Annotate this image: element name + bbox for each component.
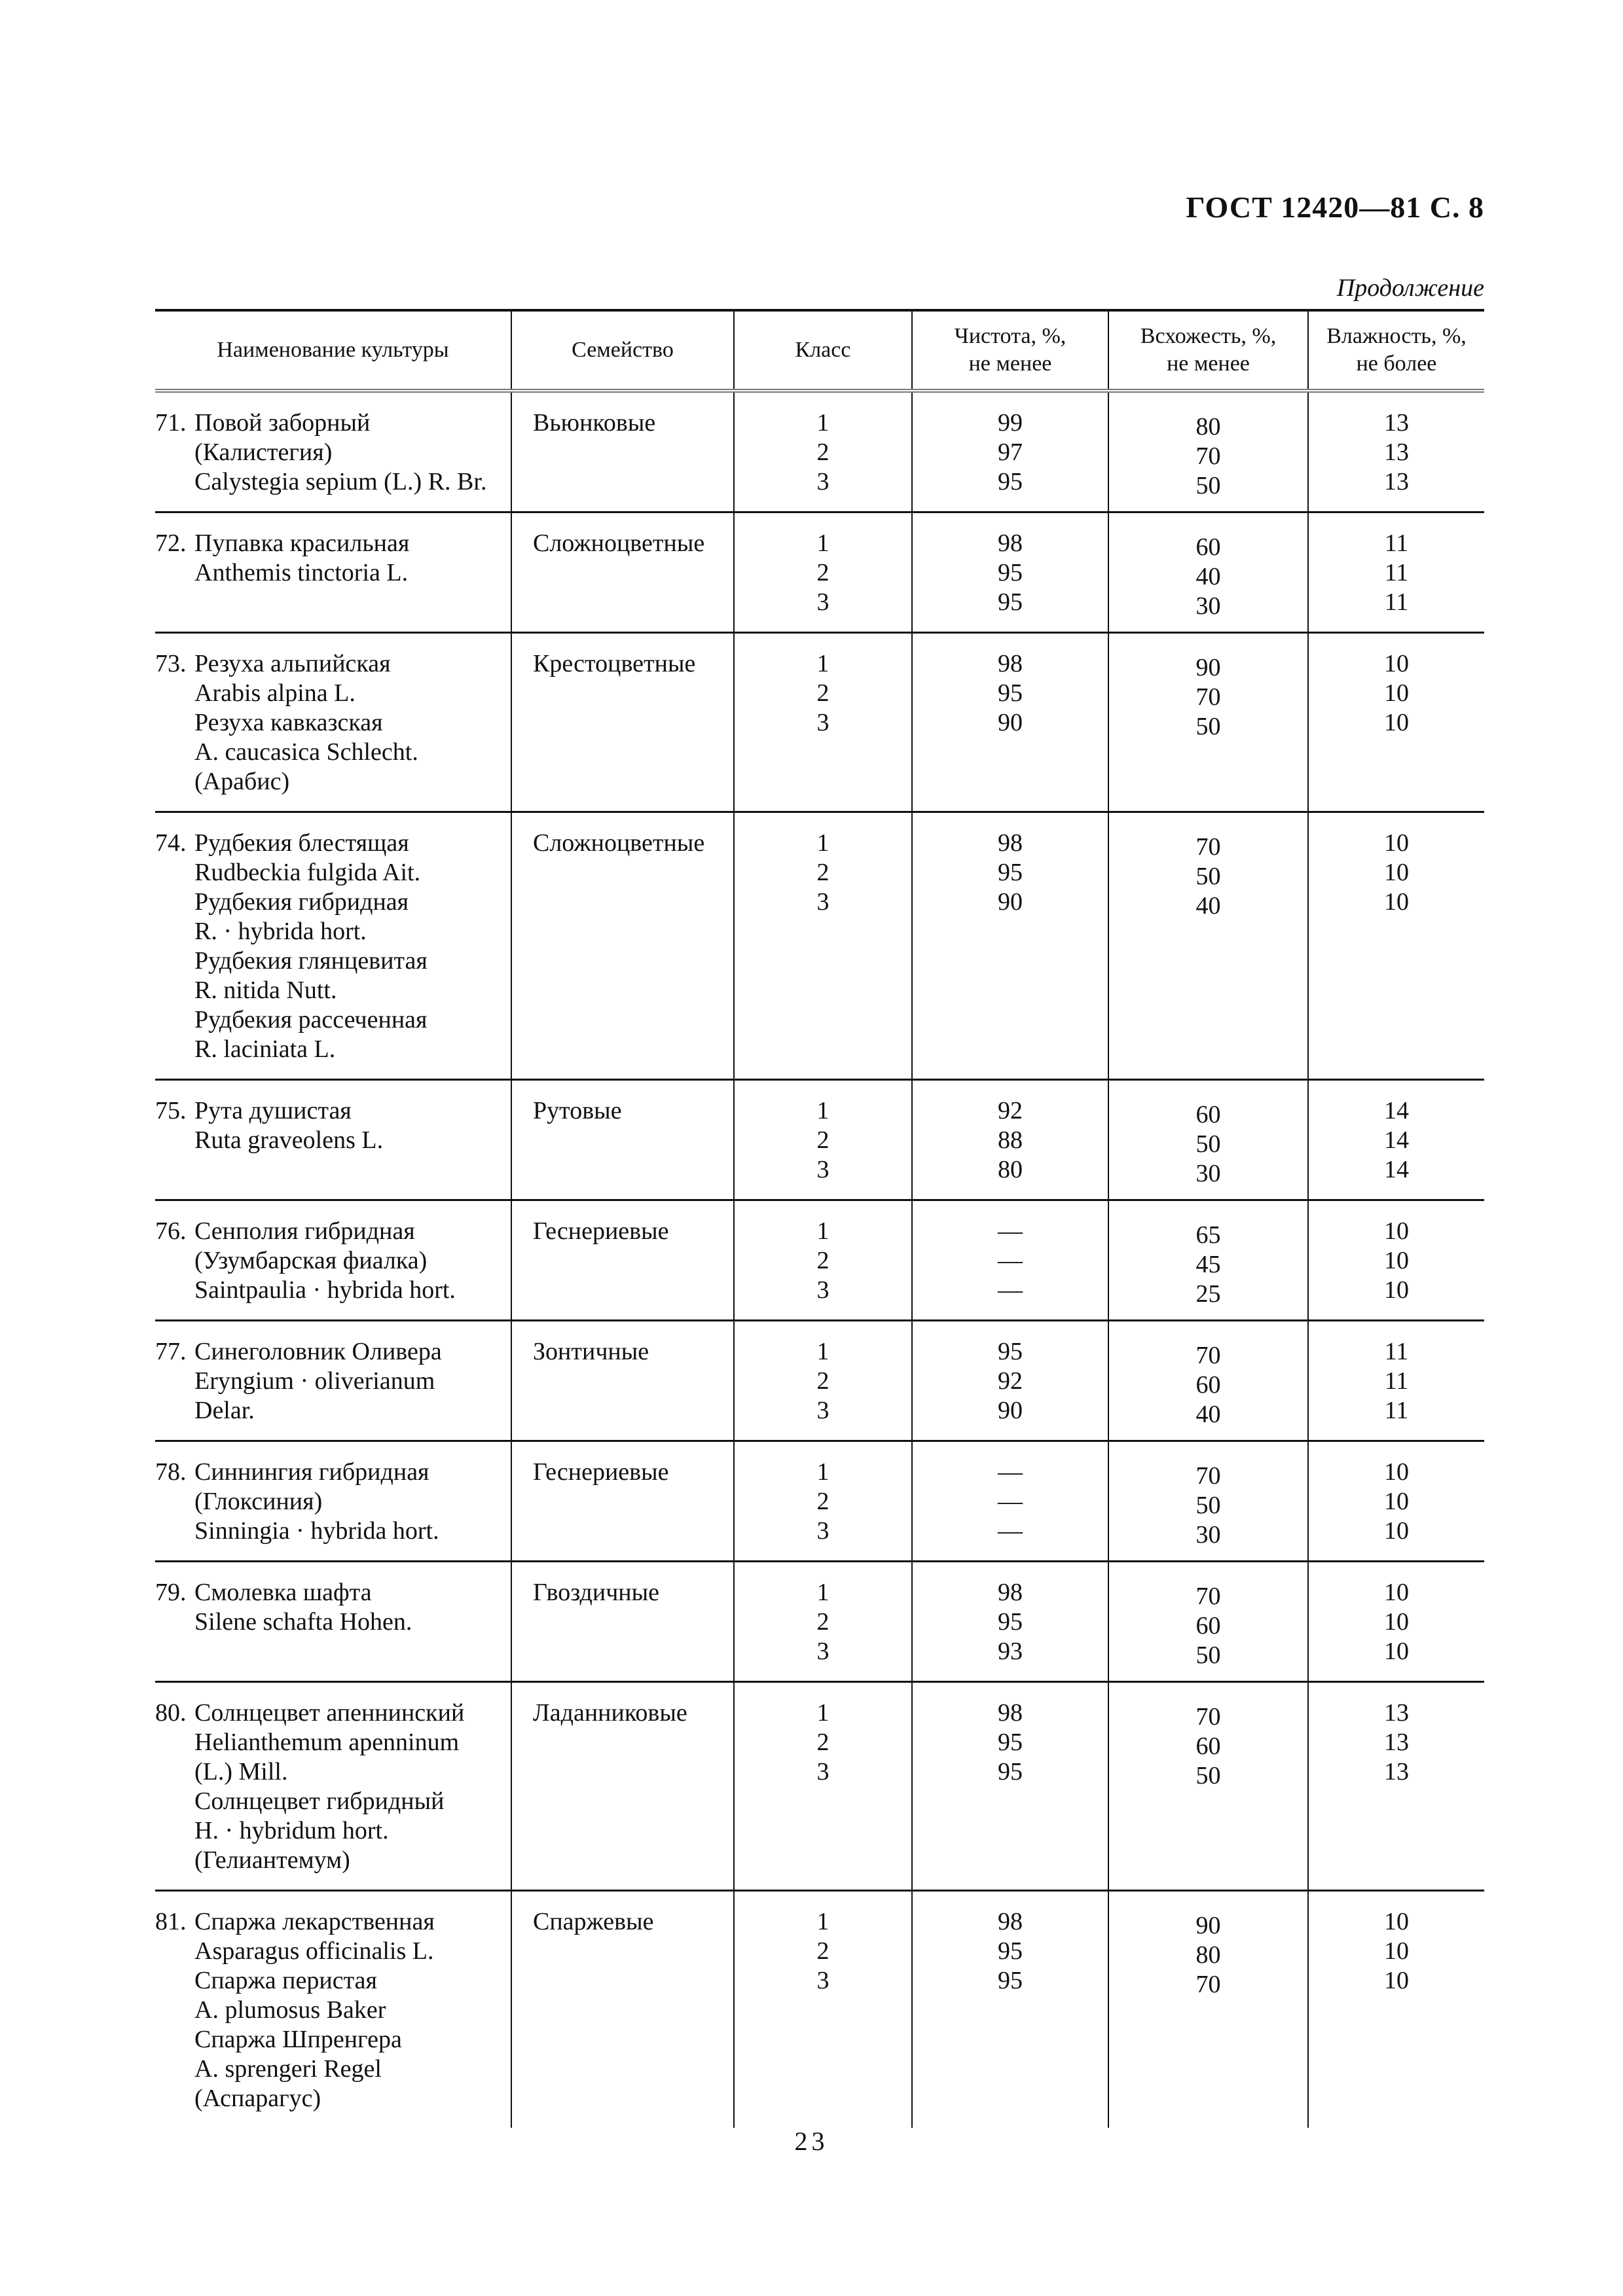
crop-name-line: Asparagus officinalis L. xyxy=(194,1937,434,1965)
crop-name-text: Синнингия гибридная xyxy=(194,1458,429,1486)
crop-name-line: A. sprengeri Regel xyxy=(194,2055,382,2083)
class-value: 1 xyxy=(816,1579,830,1606)
table-row xyxy=(155,1683,1484,1892)
germination-value: 30 xyxy=(1195,592,1221,620)
germination-cell xyxy=(1108,1201,1307,1319)
germination-value: 50 xyxy=(1195,713,1221,740)
purity-value: 95 xyxy=(998,559,1023,586)
purity-cell xyxy=(911,1081,1108,1199)
moisture-cell xyxy=(1307,393,1484,511)
class-value: 2 xyxy=(816,1488,830,1515)
class-cell xyxy=(733,1562,911,1681)
class-value: 1 xyxy=(816,1217,830,1245)
purity-value: 95 xyxy=(998,1608,1023,1636)
purity-value: 80 xyxy=(998,1156,1023,1183)
moisture-value: 10 xyxy=(1384,1638,1409,1665)
table-row xyxy=(155,813,1484,1081)
germination-cell xyxy=(1108,1081,1307,1199)
crop-name-line: (Арабис) xyxy=(194,768,290,795)
crop-name-cell xyxy=(155,1562,511,1681)
crop-name-text: Солнцецвет апеннинский xyxy=(194,1699,465,1727)
moisture-value: 10 xyxy=(1384,1608,1409,1636)
crop-name-text: Повой заборный xyxy=(194,409,371,437)
moisture-value: 13 xyxy=(1384,1729,1409,1756)
purity-value: 90 xyxy=(998,709,1023,736)
purity-value: 98 xyxy=(998,1579,1023,1606)
purity-value: 95 xyxy=(998,1758,1023,1785)
moisture-cell xyxy=(1307,1562,1484,1681)
class-value: 1 xyxy=(816,1458,830,1486)
moisture-value: 10 xyxy=(1384,1276,1409,1304)
moisture-value: 13 xyxy=(1384,1699,1409,1727)
crop-name-cell xyxy=(155,1081,511,1199)
class-value: 2 xyxy=(816,559,830,586)
moisture-value: 10 xyxy=(1384,888,1409,916)
seed-quality-table xyxy=(155,309,1484,2128)
class-cell xyxy=(733,1321,911,1440)
row-number: 80. xyxy=(155,1699,187,1727)
row-number: 74. xyxy=(155,829,187,857)
class-cell xyxy=(733,1683,911,1890)
germination-value: 70 xyxy=(1195,1342,1221,1369)
crop-name-line: A. plumosus Baker xyxy=(194,1996,386,2024)
column-header-crop: Наименование культуры xyxy=(217,338,449,362)
crop-name xyxy=(155,649,511,679)
moisture-value: 14 xyxy=(1384,1156,1409,1183)
germination-value: 60 xyxy=(1195,533,1221,561)
class-value: 1 xyxy=(816,1699,830,1727)
table-row xyxy=(155,1201,1484,1321)
column-header-purity: Чистота, %, не менее xyxy=(911,312,1108,389)
crop-name xyxy=(155,1217,511,1246)
moisture-cell xyxy=(1307,1892,1484,2128)
purity-cell xyxy=(911,513,1108,632)
germination-value: 25 xyxy=(1195,1280,1221,1308)
crop-name xyxy=(155,1096,511,1126)
continuation-label: Продолжение xyxy=(1336,274,1484,302)
germination-cell xyxy=(1108,813,1307,1079)
purity-value: 95 xyxy=(998,468,1023,495)
purity-value: 98 xyxy=(998,829,1023,857)
crop-name-cell xyxy=(155,1892,511,2128)
crop-name-line: (Гелиантемум) xyxy=(194,1846,350,1874)
moisture-value: 10 xyxy=(1384,1458,1409,1486)
purity-value: 98 xyxy=(998,1699,1023,1727)
page-number: 23 xyxy=(794,2126,829,2156)
crop-name-line: (Аспарагус) xyxy=(194,2085,321,2112)
moisture-cell xyxy=(1307,1081,1484,1199)
crop-name-text: Синеголовник Оливера xyxy=(194,1338,442,1365)
table-body xyxy=(155,393,1484,2128)
germination-value: 60 xyxy=(1195,1101,1221,1128)
purity-cell xyxy=(911,1321,1108,1440)
moisture-cell xyxy=(1307,1683,1484,1890)
crop-name xyxy=(155,1907,511,1937)
moisture-cell xyxy=(1307,1201,1484,1319)
class-cell xyxy=(733,1201,911,1319)
class-value: 2 xyxy=(816,439,830,466)
purity-cell xyxy=(911,393,1108,511)
family-cell: Геснериевые xyxy=(511,1442,733,1560)
crop-name-line: Рудбекия гибридная xyxy=(194,888,409,916)
crop-name-text: Пупавка красильная xyxy=(194,529,410,557)
germination-value: 50 xyxy=(1195,1130,1221,1158)
crop-name-cell xyxy=(155,813,511,1079)
class-value: 2 xyxy=(816,1608,830,1636)
crop-name-line: R. laciniata L. xyxy=(194,1035,336,1063)
moisture-value: 10 xyxy=(1384,650,1409,677)
purity-cell xyxy=(911,1562,1108,1681)
crop-name xyxy=(155,1578,511,1607)
crop-name-line: Silene schafta Hohen. xyxy=(194,1608,412,1636)
crop-name-line: A. caucasica Schlecht. xyxy=(194,738,418,766)
moisture-value: 11 xyxy=(1384,1397,1409,1424)
purity-value: 98 xyxy=(998,1908,1023,1935)
crop-name-line: Спаржа Шпренгера xyxy=(194,2026,402,2053)
germination-value: 50 xyxy=(1195,472,1221,499)
purity-value: 95 xyxy=(998,588,1023,616)
crop-name-line: Sinningia · hybrida hort. xyxy=(194,1517,439,1545)
moisture-value: 10 xyxy=(1384,1937,1409,1965)
class-cell xyxy=(733,634,911,811)
moisture-value: 13 xyxy=(1384,1758,1409,1785)
germination-value: 40 xyxy=(1195,892,1221,920)
crop-name-line: (Глоксиния) xyxy=(194,1488,323,1515)
family-cell: Ладанниковые xyxy=(511,1683,733,1890)
germination-value: 70 xyxy=(1195,1583,1221,1610)
class-value: 1 xyxy=(816,829,830,857)
moisture-value: 14 xyxy=(1384,1126,1409,1154)
crop-name-line: Rudbeckia fulgida Ait. xyxy=(194,859,421,886)
class-value: 3 xyxy=(816,1758,830,1785)
row-number: 77. xyxy=(155,1338,187,1365)
germination-value: 50 xyxy=(1195,863,1221,890)
table-row xyxy=(155,513,1484,634)
crop-name-cell xyxy=(155,1683,511,1890)
crop-name-line: Рудбекия глянцевитая xyxy=(194,947,428,975)
class-value: 1 xyxy=(816,650,830,677)
purity-value: 88 xyxy=(998,1126,1023,1154)
moisture-value: 10 xyxy=(1384,1488,1409,1515)
class-value: 3 xyxy=(816,888,830,916)
class-value: 3 xyxy=(816,468,830,495)
purity-value: 93 xyxy=(998,1638,1023,1665)
crop-name-text: Смолевка шафта xyxy=(194,1579,372,1606)
family-cell: Гвоздичные xyxy=(511,1562,733,1681)
table-row xyxy=(155,1442,1484,1562)
purity-value: 97 xyxy=(998,439,1023,466)
moisture-value: 10 xyxy=(1384,1908,1409,1935)
class-value: 2 xyxy=(816,679,830,707)
crop-name-line: Arabis alpina L. xyxy=(194,679,356,707)
family-cell: Зонтичные xyxy=(511,1321,733,1440)
purity-value: 99 xyxy=(998,409,1023,437)
table-row xyxy=(155,634,1484,813)
purity-value: — xyxy=(998,1276,1023,1304)
germination-value: 90 xyxy=(1195,1912,1221,1939)
moisture-cell xyxy=(1307,1442,1484,1560)
crop-name-cell xyxy=(155,634,511,811)
crop-name-line: R. nitida Nutt. xyxy=(194,977,337,1004)
crop-name xyxy=(155,1458,511,1487)
purity-cell xyxy=(911,1201,1108,1319)
crop-name-line: Eryngium · oliverianum xyxy=(194,1367,435,1395)
family-cell: Крестоцветные xyxy=(511,634,733,811)
class-value: 3 xyxy=(816,1156,830,1183)
moisture-value: 11 xyxy=(1384,529,1409,557)
crop-name-cell xyxy=(155,1321,511,1440)
moisture-cell xyxy=(1307,513,1484,632)
class-value: 1 xyxy=(816,1097,830,1124)
germination-cell xyxy=(1108,1683,1307,1890)
class-value: 3 xyxy=(816,1638,830,1665)
purity-value: 90 xyxy=(998,888,1023,916)
moisture-value: 11 xyxy=(1384,559,1409,586)
crop-name-line: Резуха кавказская xyxy=(194,709,383,736)
purity-value: — xyxy=(998,1458,1023,1486)
germination-cell xyxy=(1108,634,1307,811)
crop-name-line: R. · hybrida hort. xyxy=(194,918,367,945)
germination-value: 70 xyxy=(1195,833,1221,861)
purity-cell xyxy=(911,1683,1108,1890)
germination-cell xyxy=(1108,1442,1307,1560)
crop-name-line: (Калистегия) xyxy=(194,439,333,466)
class-value: 2 xyxy=(816,1126,830,1154)
table-row xyxy=(155,1321,1484,1442)
class-value: 3 xyxy=(816,1967,830,1994)
row-number: 76. xyxy=(155,1217,187,1245)
crop-name-line: Anthemis tinctoria L. xyxy=(194,559,409,586)
moisture-cell xyxy=(1307,634,1484,811)
class-value: 3 xyxy=(816,1517,830,1545)
moisture-value: 10 xyxy=(1384,829,1409,857)
family-cell: Сложноцветные xyxy=(511,513,733,632)
row-number: 79. xyxy=(155,1579,187,1606)
purity-value: — xyxy=(998,1488,1023,1515)
crop-name-line: Солнцецвет гибридный xyxy=(194,1787,445,1815)
crop-name-cell xyxy=(155,393,511,511)
germination-value: 40 xyxy=(1195,563,1221,590)
purity-value: 92 xyxy=(998,1097,1023,1124)
crop-name-text: Рудбекия блестящая xyxy=(194,829,409,857)
germination-value: 65 xyxy=(1195,1221,1221,1249)
family-cell: Рутовые xyxy=(511,1081,733,1199)
germination-cell xyxy=(1108,393,1307,511)
purity-value: 95 xyxy=(998,1729,1023,1756)
class-cell xyxy=(733,1892,911,2128)
germination-value: 60 xyxy=(1195,1732,1221,1760)
crop-name-line: Рудбекия рассеченная xyxy=(194,1006,428,1033)
row-number: 72. xyxy=(155,529,187,557)
class-value: 2 xyxy=(816,1937,830,1965)
class-value: 2 xyxy=(816,1367,830,1395)
column-header-class: Класс xyxy=(733,312,911,389)
germination-value: 60 xyxy=(1195,1612,1221,1640)
moisture-cell xyxy=(1307,813,1484,1079)
crop-name xyxy=(155,529,511,558)
column-header-moisture: Влажность, %, не более xyxy=(1307,312,1484,389)
crop-name-line: (Узумбарская фиалка) xyxy=(194,1247,428,1274)
crop-name-line: Saintpaulia · hybrida hort. xyxy=(194,1276,456,1304)
moisture-cell xyxy=(1307,1321,1484,1440)
germination-value: 60 xyxy=(1195,1371,1221,1399)
row-number: 78. xyxy=(155,1458,187,1486)
moisture-value: 10 xyxy=(1384,1247,1409,1274)
crop-name-text: Рута душистая xyxy=(194,1097,352,1124)
purity-value: 95 xyxy=(998,859,1023,886)
moisture-value: 10 xyxy=(1384,859,1409,886)
germination-value: 70 xyxy=(1195,1462,1221,1490)
row-number: 81. xyxy=(155,1908,187,1935)
row-number: 75. xyxy=(155,1097,187,1124)
moisture-value: 10 xyxy=(1384,1579,1409,1606)
purity-cell xyxy=(911,1892,1108,2128)
germination-value: 70 xyxy=(1195,442,1221,470)
crop-name-cell xyxy=(155,1201,511,1319)
moisture-value: 10 xyxy=(1384,1967,1409,1994)
table-row xyxy=(155,1562,1484,1683)
crop-name xyxy=(155,1698,511,1728)
family-cell: Геснериевые xyxy=(511,1201,733,1319)
germination-cell xyxy=(1108,1321,1307,1440)
moisture-value: 11 xyxy=(1384,588,1409,616)
class-value: 2 xyxy=(816,859,830,886)
purity-value: 95 xyxy=(998,679,1023,707)
purity-cell xyxy=(911,813,1108,1079)
germination-value: 80 xyxy=(1195,413,1221,440)
germination-value: 70 xyxy=(1195,683,1221,711)
row-number: 73. xyxy=(155,650,187,677)
class-value: 1 xyxy=(816,529,830,557)
germination-value: 50 xyxy=(1195,1641,1221,1669)
class-cell xyxy=(733,1442,911,1560)
family-cell: Вьюнковые xyxy=(511,393,733,511)
table-row xyxy=(155,1892,1484,2128)
purity-value: 98 xyxy=(998,529,1023,557)
crop-name-line: Спаржа перистая xyxy=(194,1967,377,1994)
class-cell xyxy=(733,393,911,511)
moisture-value: 13 xyxy=(1384,468,1409,495)
column-header-germination: Всхожесть, %, не менее xyxy=(1108,312,1307,389)
row-number: 71. xyxy=(155,409,187,437)
germination-value: 50 xyxy=(1195,1762,1221,1789)
crop-name-cell xyxy=(155,1442,511,1560)
purity-value: 95 xyxy=(998,1937,1023,1965)
purity-value: 92 xyxy=(998,1367,1023,1395)
class-value: 3 xyxy=(816,1397,830,1424)
table-row xyxy=(155,393,1484,513)
purity-value: 95 xyxy=(998,1338,1023,1365)
class-value: 2 xyxy=(816,1729,830,1756)
moisture-value: 14 xyxy=(1384,1097,1409,1124)
class-value: 1 xyxy=(816,1908,830,1935)
crop-name-cell xyxy=(155,513,511,632)
purity-value: — xyxy=(998,1517,1023,1545)
table-row xyxy=(155,1081,1484,1201)
germination-value: 70 xyxy=(1195,1971,1221,1998)
class-value: 2 xyxy=(816,1247,830,1274)
purity-value: — xyxy=(998,1217,1023,1245)
germination-cell xyxy=(1108,1892,1307,2128)
class-cell xyxy=(733,513,911,632)
purity-cell xyxy=(911,634,1108,811)
germination-value: 40 xyxy=(1195,1401,1221,1428)
crop-name-text: Резуха альпийская xyxy=(194,650,391,677)
germination-value: 30 xyxy=(1195,1521,1221,1549)
purity-value: 90 xyxy=(998,1397,1023,1424)
moisture-value: 11 xyxy=(1384,1338,1409,1365)
moisture-value: 10 xyxy=(1384,679,1409,707)
class-value: 3 xyxy=(816,1276,830,1304)
purity-value: 98 xyxy=(998,650,1023,677)
germination-cell xyxy=(1108,513,1307,632)
germination-value: 30 xyxy=(1195,1160,1221,1187)
germination-value: 90 xyxy=(1195,654,1221,681)
document-reference: ГОСТ 12420—81 С. 8 xyxy=(1186,190,1484,224)
moisture-value: 13 xyxy=(1384,409,1409,437)
table-header xyxy=(155,309,1484,393)
class-cell xyxy=(733,813,911,1079)
class-cell xyxy=(733,1081,911,1199)
moisture-value: 10 xyxy=(1384,709,1409,736)
crop-name-line: Ruta graveolens L. xyxy=(194,1126,384,1154)
germination-cell xyxy=(1108,1562,1307,1681)
moisture-value: 10 xyxy=(1384,1517,1409,1545)
crop-name-text: Сенполия гибридная xyxy=(194,1217,415,1245)
moisture-value: 10 xyxy=(1384,1217,1409,1245)
class-value: 3 xyxy=(816,588,830,616)
class-value: 1 xyxy=(816,409,830,437)
class-value: 3 xyxy=(816,709,830,736)
class-value: 1 xyxy=(816,1338,830,1365)
germination-value: 80 xyxy=(1195,1941,1221,1969)
crop-name-line: H. · hybridum hort. xyxy=(194,1817,389,1844)
crop-name xyxy=(155,1337,511,1367)
family-cell: Спаржевые xyxy=(511,1892,733,2128)
germination-value: 45 xyxy=(1195,1251,1221,1278)
purity-cell xyxy=(911,1442,1108,1560)
column-header-family: Семейство xyxy=(511,312,733,389)
purity-value: — xyxy=(998,1247,1023,1274)
crop-name xyxy=(155,829,511,858)
purity-value: 95 xyxy=(998,1967,1023,1994)
moisture-value: 11 xyxy=(1384,1367,1409,1395)
family-cell: Сложноцветные xyxy=(511,813,733,1079)
crop-name-line: Helianthemum apenninum xyxy=(194,1729,460,1756)
crop-name-text: Спаржа лекарственная xyxy=(194,1908,435,1935)
germination-value: 50 xyxy=(1195,1492,1221,1519)
crop-name-line: Delar. xyxy=(194,1397,255,1424)
crop-name-line: (L.) Mill. xyxy=(194,1758,288,1785)
crop-name-line: Calystegia sepium (L.) R. Br. xyxy=(194,468,487,495)
germination-value: 70 xyxy=(1195,1703,1221,1731)
moisture-value: 13 xyxy=(1384,439,1409,466)
crop-name xyxy=(155,408,511,438)
